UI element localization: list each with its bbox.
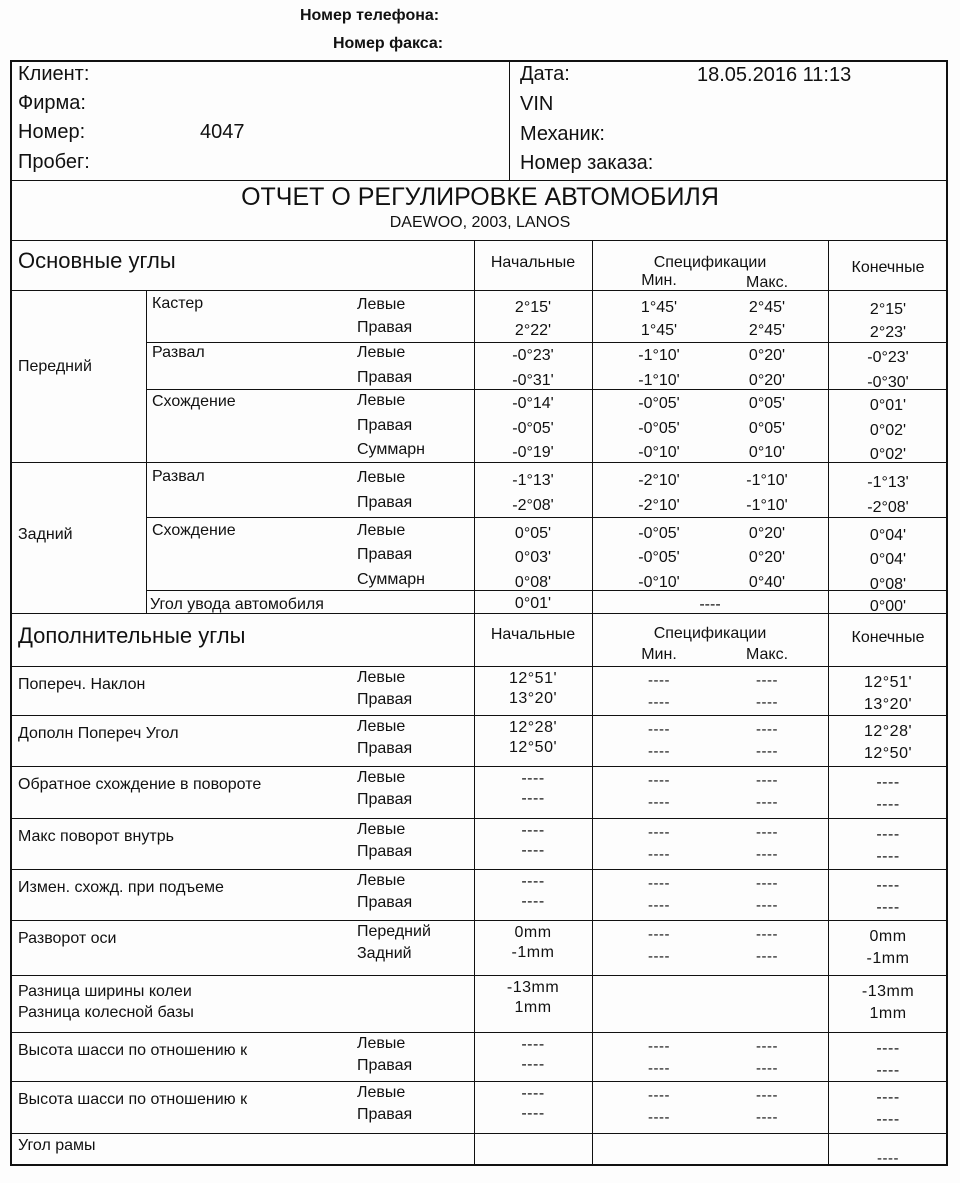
date-label: Дата: xyxy=(520,63,570,85)
final-value: ---- xyxy=(876,899,900,916)
side-label: Передний xyxy=(357,923,431,940)
spec-max-value: ---- xyxy=(756,875,778,892)
initial-value: 2°15' xyxy=(514,299,552,316)
spec-max-value: 0°10' xyxy=(748,444,786,461)
final-value: -1mm xyxy=(866,950,910,967)
spec-min-value: ---- xyxy=(648,948,670,965)
initial-value: 0°08' xyxy=(514,574,552,591)
final-value: 0mm xyxy=(869,928,907,945)
spec-max-value: ---- xyxy=(756,1038,778,1055)
spec-min-value: -1°10' xyxy=(638,372,680,389)
spec-max-value: ---- xyxy=(756,672,778,689)
initial-value: ---- xyxy=(521,1105,545,1122)
line-caster xyxy=(146,342,947,343)
final-value: -13mm xyxy=(861,983,915,1000)
side-label: Правая xyxy=(357,417,413,434)
extra-header-line xyxy=(11,666,947,667)
row-divider xyxy=(11,975,947,976)
front-axle-label: Передний xyxy=(18,358,92,375)
spec-max-value: 0°40' xyxy=(748,574,786,591)
final-value: ---- xyxy=(876,796,900,813)
side-label: Левые xyxy=(357,821,406,838)
info-bottom-line xyxy=(11,180,947,181)
initial-value: ---- xyxy=(521,1036,545,1053)
spec-min-value: ---- xyxy=(648,743,670,760)
specs-header: Спецификации xyxy=(653,254,767,271)
side-label: Правая xyxy=(357,740,413,757)
spec-max-value: ---- xyxy=(756,824,778,841)
initial-value: 0mm xyxy=(514,924,552,941)
final-value: -2°08' xyxy=(867,499,909,516)
extra-angle-label: Высота шасси по отношению к xyxy=(18,1091,248,1108)
spec-min-value: 1°45' xyxy=(640,322,678,339)
final-value: 12°50' xyxy=(863,745,913,762)
final-value: -1°13' xyxy=(867,474,909,491)
initial-value: -0°14' xyxy=(512,395,554,412)
row-divider xyxy=(11,715,947,716)
frame-angle-label: Угол рамы xyxy=(18,1137,96,1154)
initial-value: 12°50' xyxy=(508,739,558,756)
initial-value: 12°28' xyxy=(508,719,558,736)
spec-max-value: ---- xyxy=(756,846,778,863)
initial-value: -1mm xyxy=(511,944,555,961)
final-value: ---- xyxy=(876,1040,900,1057)
angle-group-label: Кастер xyxy=(152,295,204,312)
vin-label: VIN xyxy=(520,93,554,115)
row-divider xyxy=(11,818,947,819)
spec-max-value: ---- xyxy=(756,794,778,811)
spec-max-value: 0°05' xyxy=(748,420,786,437)
final-value: ---- xyxy=(876,1089,900,1106)
initial-header: Начальные xyxy=(490,254,576,271)
side-label: Правая xyxy=(357,1106,413,1123)
side-label: Суммарн xyxy=(357,571,426,588)
spec-min-value: ---- xyxy=(648,1109,670,1126)
side-label: Правая xyxy=(357,494,413,511)
spec-min-value: ---- xyxy=(648,1060,670,1077)
extra-max-header: Макс. xyxy=(745,646,789,663)
final-value: 12°28' xyxy=(863,723,913,740)
max-header: Макс. xyxy=(745,274,789,291)
final-value: 2°23' xyxy=(869,324,907,341)
initial-value: ---- xyxy=(521,1085,545,1102)
final-value: ---- xyxy=(876,774,900,791)
extra-angle-label: Разворот оси xyxy=(18,930,117,947)
extra-angle-label: Измен. схожд. при подъеме xyxy=(18,879,224,896)
final-value: -0°30' xyxy=(867,374,909,391)
extra-angle-label: Попереч. Наклон xyxy=(18,676,146,693)
initial-value: -0°19' xyxy=(512,444,554,461)
spec-min-value: 1°45' xyxy=(640,299,678,316)
row-divider xyxy=(11,766,947,767)
extra-angle-label: Обратное схождение в повороте xyxy=(18,776,262,793)
client-label: Клиент: xyxy=(18,63,90,85)
fax-label: Номер факса: xyxy=(333,35,444,52)
extra-angle-label: Макс поворот внутрь xyxy=(18,828,174,845)
final-value: 2°15' xyxy=(869,301,907,318)
spec-max-value: ---- xyxy=(756,694,778,711)
spec-min-value: -0°05' xyxy=(638,420,680,437)
spec-max-value: 0°20' xyxy=(748,372,786,389)
spec-max-value: 0°20' xyxy=(748,347,786,364)
spec-min-value: -0°05' xyxy=(638,525,680,542)
side-label: Левые xyxy=(357,344,406,361)
spec-max-value: 2°45' xyxy=(748,322,786,339)
vehicle-subtitle: DAEWOO, 2003, LANOS xyxy=(389,214,571,231)
spec-min-value: ---- xyxy=(648,672,670,689)
extra-specs-header: Спецификации xyxy=(653,625,767,642)
spec-max-value: ---- xyxy=(756,772,778,789)
side-label: Левые xyxy=(357,769,406,786)
spec-min-value: -0°05' xyxy=(638,549,680,566)
final-value: ---- xyxy=(876,1062,900,1079)
extra-initial-header: Начальные xyxy=(490,626,576,643)
initial-value: 2°22' xyxy=(514,322,552,339)
final-value: 1mm xyxy=(869,1005,907,1022)
mechanic-label: Механик: xyxy=(520,123,605,145)
spec-max-value: ---- xyxy=(756,721,778,738)
extra-angle-label: Разница ширины колеи xyxy=(18,983,192,1000)
initial-value: 12°51' xyxy=(508,670,558,687)
spec-max-value: 0°05' xyxy=(748,395,786,412)
angle-group-label: Схождение xyxy=(152,522,236,539)
final-value: 13°20' xyxy=(863,696,913,713)
spec-min-value: ---- xyxy=(648,846,670,863)
final-value: ---- xyxy=(876,1111,900,1128)
initial-value: 0°03' xyxy=(514,549,552,566)
number-value: 4047 xyxy=(200,121,245,143)
title-bottom-line xyxy=(11,240,947,241)
spec-min-value: -0°10' xyxy=(638,574,680,591)
initial-value: ---- xyxy=(521,893,545,910)
line-rear-camber xyxy=(146,517,947,518)
spec-min-value: -0°10' xyxy=(638,444,680,461)
extra-angle-label: Дополн Попереч Угол xyxy=(18,725,179,742)
spec-max-value: 2°45' xyxy=(748,299,786,316)
initial-value: 13°20' xyxy=(508,690,558,707)
extra-angles-title: Дополнительные углы xyxy=(18,623,246,648)
spec-max-value: ---- xyxy=(756,1109,778,1126)
side-label: Левые xyxy=(357,718,406,735)
spec-min-value: -2°10' xyxy=(638,497,680,514)
initial-value: -0°31' xyxy=(512,372,554,389)
final-value: 0°04' xyxy=(869,551,907,568)
initial-value: -0°23' xyxy=(512,347,554,364)
angle-group-label: Развал xyxy=(152,468,205,485)
initial-value: ---- xyxy=(521,1056,545,1073)
spec-min-value: -0°05' xyxy=(638,395,680,412)
side-label: Правая xyxy=(357,319,413,336)
line-front xyxy=(11,462,947,463)
min-header: Мин. xyxy=(641,272,677,289)
spec-min-value: -2°10' xyxy=(638,472,680,489)
spec-max-value: ---- xyxy=(756,897,778,914)
row-divider xyxy=(11,1081,947,1082)
thrust-initial: 0°01' xyxy=(514,595,552,612)
side-label: Правая xyxy=(357,894,413,911)
rear-axle-label: Задний xyxy=(18,526,73,543)
angle-group-label: Схождение xyxy=(152,393,236,410)
side-label: Суммарн xyxy=(357,441,426,458)
spec-min-value: ---- xyxy=(648,824,670,841)
spec-max-value: -1°10' xyxy=(746,497,788,514)
spec-max-value: ---- xyxy=(756,926,778,943)
extra-min-header: Мин. xyxy=(641,646,677,663)
side-label: Левые xyxy=(357,522,406,539)
spec-min-value: ---- xyxy=(648,926,670,943)
side-label: Задний xyxy=(357,945,412,962)
side-label: Правая xyxy=(357,1057,413,1074)
angle-group-label: Развал xyxy=(152,344,205,361)
spec-min-value: -1°10' xyxy=(638,347,680,364)
report-title: ОТЧЕТ О РЕГУЛИРОВКЕ АВТОМОБИЛЯ xyxy=(241,183,719,211)
final-value: 0°08' xyxy=(869,576,907,593)
spec-max-value: ---- xyxy=(756,1060,778,1077)
spec-min-value: ---- xyxy=(648,794,670,811)
main-angles-title: Основные углы xyxy=(18,248,176,273)
row-divider xyxy=(11,869,947,870)
initial-value: ---- xyxy=(521,822,545,839)
spec-max-value: -1°10' xyxy=(746,472,788,489)
phone-label: Номер телефона: xyxy=(300,7,440,24)
final-value: 0°01' xyxy=(869,397,907,414)
row-divider xyxy=(11,1133,947,1134)
spec-min-value: ---- xyxy=(648,721,670,738)
spec-min-value: ---- xyxy=(648,1038,670,1055)
info-divider xyxy=(509,61,510,180)
spec-min-value: ---- xyxy=(648,875,670,892)
side-label: Левые xyxy=(357,296,406,313)
final-value: 0°02' xyxy=(869,422,907,439)
extra-angle-label: Высота шасси по отношению к xyxy=(18,1042,248,1059)
initial-value: -0°05' xyxy=(512,420,554,437)
mileage-label: Пробег: xyxy=(18,151,90,173)
thrust-spec: ---- xyxy=(699,596,721,613)
side-label: Левые xyxy=(357,469,406,486)
initial-value: 1mm xyxy=(514,999,552,1016)
order-number-label: Номер заказа: xyxy=(520,152,654,174)
firm-label: Фирма: xyxy=(18,92,86,114)
row-divider xyxy=(11,920,947,921)
thrust-final: 0°00' xyxy=(869,598,907,615)
side-label: Левые xyxy=(357,1035,406,1052)
row-divider xyxy=(11,1032,947,1033)
extra-final-header: Конечные xyxy=(851,629,925,646)
number-label: Номер: xyxy=(18,121,86,143)
axle-divider xyxy=(146,290,147,613)
initial-value: -13mm xyxy=(506,979,560,996)
col-specs-left xyxy=(592,240,593,1165)
frame-angle-final: ---- xyxy=(877,1150,899,1167)
spec-min-value: ---- xyxy=(648,1087,670,1104)
final-value: 0°02' xyxy=(869,446,907,463)
final-value: 0°04' xyxy=(869,527,907,544)
spec-min-value: ---- xyxy=(648,694,670,711)
initial-value: ---- xyxy=(521,790,545,807)
extra-angle-label-2: Разница колесной базы xyxy=(18,1004,194,1021)
side-label: Левые xyxy=(357,872,406,889)
spec-min-value: ---- xyxy=(648,897,670,914)
spec-max-value: ---- xyxy=(756,743,778,760)
side-label: Правая xyxy=(357,791,413,808)
spec-min-value: ---- xyxy=(648,772,670,789)
side-label: Правая xyxy=(357,546,413,563)
final-value: 12°51' xyxy=(863,674,913,691)
side-label: Правая xyxy=(357,691,413,708)
side-label: Правая xyxy=(357,843,413,860)
final-value: ---- xyxy=(876,877,900,894)
initial-value: ---- xyxy=(521,842,545,859)
initial-value: -1°13' xyxy=(512,472,554,489)
side-label: Левые xyxy=(357,669,406,686)
spec-max-value: ---- xyxy=(756,948,778,965)
final-header: Конечные xyxy=(851,259,925,276)
date-value: 18.05.2016 11:13 xyxy=(697,64,852,86)
side-label: Правая xyxy=(357,369,413,386)
spec-max-value: 0°20' xyxy=(748,525,786,542)
thrust-angle-label: Угол увода автомобиля xyxy=(150,596,324,613)
spec-max-value: 0°20' xyxy=(748,549,786,566)
final-value: ---- xyxy=(876,848,900,865)
initial-value: -2°08' xyxy=(512,497,554,514)
side-label: Левые xyxy=(357,1084,406,1101)
initial-value: 0°05' xyxy=(514,525,552,542)
side-label: Левые xyxy=(357,392,406,409)
initial-value: ---- xyxy=(521,873,545,890)
final-value: ---- xyxy=(876,826,900,843)
spec-max-value: ---- xyxy=(756,1087,778,1104)
initial-value: ---- xyxy=(521,770,545,787)
final-value: -0°23' xyxy=(867,349,909,366)
